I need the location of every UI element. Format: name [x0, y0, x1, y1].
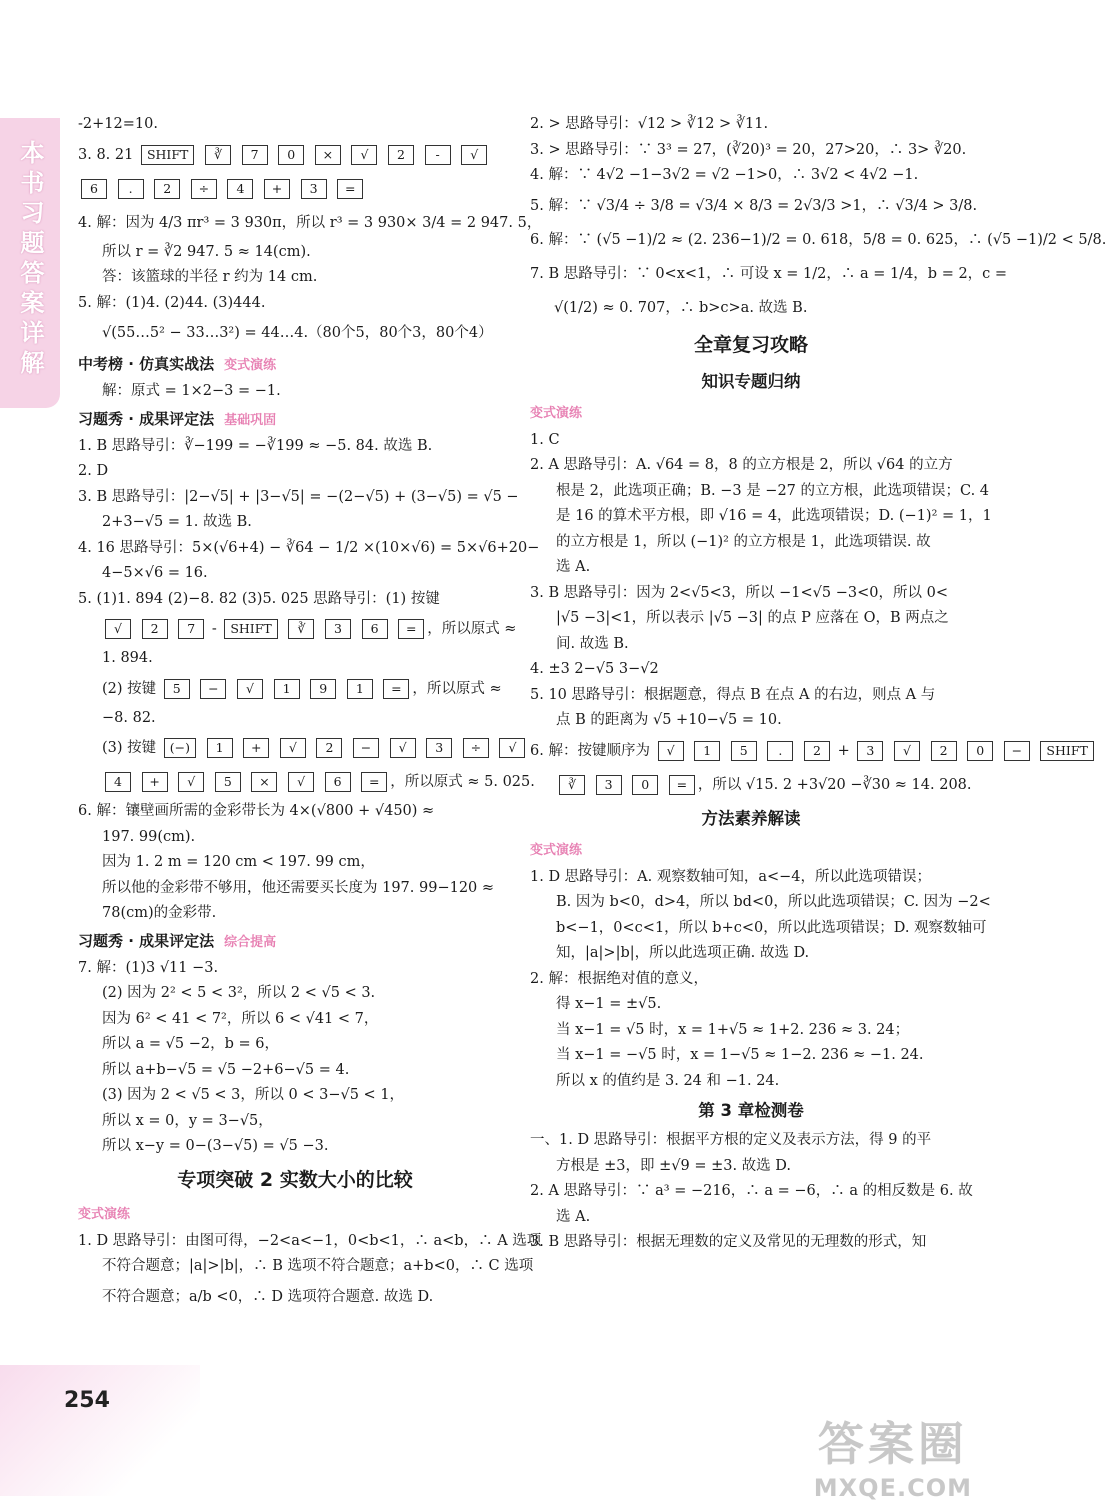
calculator-key: √: [288, 772, 314, 792]
calculator-key: +: [264, 179, 290, 199]
calculator-key: 0: [632, 775, 658, 795]
answer-line: √(1/2) ≈ 0. 707，∴ b>c>a. 故选 B.: [554, 299, 808, 316]
practice-tag-line: [530, 399, 972, 428]
calculator-key: 2: [316, 738, 342, 758]
answer-line: 4−5×√6 = 16.: [102, 565, 208, 581]
answer-line: 知，|a|>|b|，所以此选项正确. 故选 D.: [556, 945, 810, 961]
answer-line: [78, 172, 512, 206]
answer-line: 4 + √ 5 × √ 6 = ，所以原式 ≈ 5. 025.: [78, 765, 512, 799]
calculator-key: (−): [164, 738, 196, 758]
calculator-key: 5: [731, 741, 757, 761]
heading-text: 习题秀 · 成果评定法: [78, 931, 215, 950]
answer-line: B. 因为 b<0，d>4，所以 bd<0，所以此选项错误；C. 因为 −2<: [556, 894, 991, 910]
calculator-key: SHIFT: [141, 145, 194, 165]
calculator-key: ÷: [191, 179, 217, 199]
answer-line: (2) 因为 2² < 5 < 3²，所以 2 < √5 < 3.: [102, 985, 376, 1001]
answer-line: 7. B 思路导引：∵ 0<x<1，∴ 可设 x = 1/2，∴ a = 1/4，b = 2，c =: [530, 265, 1008, 282]
answer-line: 答：该篮球的半径 r 约为 14 cm.: [102, 269, 318, 285]
answer-line: (3) 按键 (−) 1 + √ 2 − √ 3 ÷ √: [78, 731, 512, 765]
calculator-key: 0: [278, 145, 304, 165]
calculator-key: √: [237, 679, 263, 699]
left-column: [78, 112, 542, 1314]
answer-line: 5. 解：(1)4. (2)44. (3)444.: [78, 294, 266, 311]
calculator-key: 9: [310, 679, 336, 699]
answer-line: √(55…5² − 33…3²) = 44…4.（80个5，80个3，80个4）: [102, 325, 493, 341]
answer-line: 2. 解：根据绝对值的意义，: [530, 970, 708, 987]
section-title: 全章复习攻略: [693, 333, 808, 356]
answer-line: 2. D: [78, 463, 109, 479]
answer-line: 3. > 思路导引：∵ 3³ = 27，(∛20)³ = 20，27>20，∴ 3> ∛20.: [530, 141, 967, 158]
answer-line: 3. B 思路导引：因为 2<√5<3，所以 −1<√5 −3<0，所以 0<: [530, 584, 948, 601]
calculator-key: 3: [596, 775, 622, 795]
answer-line: 选 A.: [556, 1208, 591, 1225]
calculator-key: √: [894, 741, 920, 761]
calculator-key: =: [398, 619, 424, 639]
section-title: 方法素养解读: [701, 808, 801, 828]
calculator-key: 1: [347, 679, 373, 699]
watermark-main: 答案圈: [817, 1417, 968, 1471]
answer-line: 5. 10 思路导引：根据题意，得点 B 在点 A 的右边，则点 A 与: [530, 686, 936, 703]
calculator-key: SHIFT: [224, 619, 277, 639]
answer-line: (3) 因为 2 < √5 < 3，所以 0 < 3−√5 < 1，: [102, 1087, 405, 1103]
answer-line: 5. (1)1. 894 (2)−8. 82 (3)5. 025 思路导引：(1) 按键: [78, 590, 440, 607]
subsection-heading: [78, 350, 512, 379]
answer-line: 所以他的金彩带不够用，他还需要买长度为 197. 99−120 ≈: [102, 879, 495, 896]
calculator-key: 3: [857, 741, 883, 761]
sidebar-label: 本书习题答案详解: [16, 140, 44, 380]
right-column: [530, 112, 1106, 1256]
calculator-key: ∛: [559, 775, 585, 795]
answer-line: 所以 a = √5 −2，b = 6，: [102, 1036, 279, 1052]
answer-line: 4. ±3 2−√5 3−√2: [530, 661, 659, 677]
answer-line: 一、1. D 思路导引：根据平方根的定义及表示方法，得 9 的平: [530, 1132, 932, 1148]
calculator-key: 2: [154, 179, 180, 199]
calculator-key: +: [142, 772, 168, 792]
calculator-key: =: [669, 775, 695, 795]
answer-line: 3. 8. 21 SHIFT ∛ 7 0 × √ 2 - √: [78, 138, 512, 172]
answer-line: (2) 按键 5 − √ 1 9 1 = ，所以原式 ≈: [102, 680, 502, 697]
calculator-key: √: [461, 145, 487, 165]
calculator-key: -: [425, 145, 451, 165]
answer-line: 是 16 的算术平方根，即 √16 = 4，此选项错误；D. (−1)² = 1，1: [556, 508, 992, 524]
answer-line: 5. 解：∵ √3/4 ÷ 3/8 = √3/4 × 8/3 = 2√3/3 >1，∴ √3/4 > 3/8.: [530, 197, 978, 214]
answer-line: 所以 x = 0，y = 3−√5，: [102, 1112, 273, 1129]
calculator-key: 2: [804, 741, 830, 761]
practice-tag: 变式演练: [224, 358, 277, 373]
practice-tag: 基础巩固: [224, 412, 277, 428]
calculator-key: 2: [388, 145, 414, 165]
section-title: 专项突破 2 实数大小的比较: [177, 1168, 413, 1191]
calculator-key: √: [499, 738, 525, 758]
calculator-key: 4: [227, 179, 253, 199]
answer-line: 当 x−1 = √5 时，x = 1+√5 ≈ 1+2. 236 ≈ 3. 24；: [556, 1021, 910, 1038]
watermark: [814, 1408, 972, 1502]
calculator-key: .: [118, 179, 144, 199]
answer-line: 4. 16 思路导引：5×(√6+4) − ∛64 − 1/2 ×(10×√6) = 5×√6+20−: [78, 539, 540, 556]
calculator-key: −: [353, 738, 379, 758]
answer-line: 3. B 思路导引：|2−√5| + |3−√5| = −(2−√5) + (3−√5) = √5 −: [78, 488, 519, 505]
answer-line: 得 x−1 = ±√5.: [556, 996, 662, 1012]
answer-line: 4. 解：因为 4/3 πr³ = 3 930π，所以 r³ = 3 930× 3/4 = 2 947. 5，: [78, 214, 542, 231]
calculator-key: ÷: [463, 738, 489, 758]
answer-line: 3. B 思路导引：根据无理数的定义及常见的无理数的形式，知: [530, 1234, 927, 1250]
section-title: 第 3 章检测卷: [698, 1101, 804, 1120]
calculator-key: ∛: [288, 619, 314, 639]
answer-line: 7. 解：(1)3 √11 −3.: [78, 959, 219, 976]
calculator-key: √: [280, 738, 306, 758]
calculator-key: 1: [274, 679, 300, 699]
calculator-key: ×: [315, 145, 341, 165]
calculator-key: =: [383, 679, 409, 699]
calculator-key: SHIFT: [1040, 741, 1093, 761]
corner-decoration: [0, 1365, 200, 1496]
answer-line: 因为 6² < 41 < 7²，所以 6 < √41 < 7，: [102, 1010, 379, 1027]
answer-line: 1. B 思路导引：∛−199 = −∛199 ≈ −5. 84. 故选 B.: [78, 437, 433, 454]
calculator-key: √: [351, 145, 377, 165]
answer-line: 因为 1. 2 m = 120 cm < 197. 99 cm，: [102, 854, 375, 870]
calculator-key: +: [243, 738, 269, 758]
answer-line: 2+3−√5 = 1. 故选 B.: [102, 514, 252, 530]
answer-line: 选 A.: [556, 559, 591, 575]
heading-text: 中考榜 · 仿真实战法: [78, 355, 215, 373]
answer-line: 不符合题意；|a|>|b|，∴ B 选项不符合题意；a+b<0，∴ C 选项: [102, 1258, 534, 1274]
practice-tag: 变式演练: [78, 1206, 131, 1222]
subsection-heading: [78, 405, 512, 434]
answer-line: 所以 a+b−√5 = √5 −2+6−√5 = 4.: [102, 1061, 350, 1078]
calculator-key: 0: [967, 741, 993, 761]
answer-line: 6. 解：镶壁画所需的金彩带长为 4×(√800 + √450) ≈: [78, 803, 435, 819]
answer-line: 当 x−1 = −√5 时，x = 1−√5 ≈ 1−2. 236 ≈ −1. 24.: [556, 1047, 924, 1063]
section-title: 知识专题归纳: [701, 371, 801, 391]
calculator-key: √: [658, 741, 684, 761]
answer-line: 78(cm)的金彩带.: [102, 905, 217, 921]
calculator-key: 3: [426, 738, 452, 758]
calculator-key: 2: [142, 619, 168, 639]
calculator-key: 1: [694, 741, 720, 761]
calculator-key: 7: [242, 145, 268, 165]
answer-line: 2. A 思路导引：∵ a³ = −216，∴ a = −6，∴ a 的相反数是 6. 故: [530, 1183, 973, 1199]
calculator-key: 5: [215, 772, 241, 792]
calculator-key: ∛: [205, 145, 231, 165]
answer-line: √ 2 7 - SHIFT ∛ 3 6 = ，所以原式 ≈: [78, 612, 512, 646]
answer-line: b<−1，0<c<1，所以 b+c<0，所以此选项错误；D. 观察数轴可: [556, 919, 987, 936]
practice-tag: 综合提高: [224, 934, 277, 950]
practice-tag: 变式演练: [530, 842, 583, 858]
answer-line: 1. C: [530, 431, 560, 448]
calculator-key: 6: [362, 619, 388, 639]
answer-line: 的立方根是 1，所以 (−1)² 的立方根是 1，此选项错误. 故: [556, 533, 931, 550]
answer-line: 6. 解：∵ (√5 −1)/2 ≈ (2. 236−1)/2 = 0. 618，5/8 = 0. 625，∴ (√5 −1)/2 < 5/8.: [530, 231, 1106, 248]
calculator-key: −: [1004, 741, 1030, 761]
answer-line: 解：原式 = 1×2−3 = −1.: [102, 383, 281, 399]
answer-line: ∛ 3 0 = ，所以 √15. 2 +3√20 −∛30 ≈ 14. 208.: [530, 768, 972, 802]
watermark-sub: MXQE.COM: [813, 1474, 972, 1502]
answer-line: 2. A 思路导引：A. √64 = 8，8 的立方根是 2，所以 √64 的立方: [530, 457, 953, 473]
answer-line: 点 B 的距离为 √5 +10−√5 = 10.: [556, 712, 782, 728]
answer-line: 6. 解：按键顺序为 √ 1 5 . 2 + 3 √ 2 0 − SHIFT: [530, 734, 972, 768]
answer-line: 方根是 ±3，即 ±√9 = ±3. 故选 D.: [556, 1157, 791, 1174]
page-number: 254: [64, 1388, 110, 1413]
practice-tag-line: [78, 1200, 512, 1229]
calculator-key: =: [337, 179, 363, 199]
calculator-key: 6: [325, 772, 351, 792]
answer-line: 4. 解：∵ 4√2 −1−3√2 = √2 −1>0，∴ 3√2 < 4√2 −1.: [530, 167, 919, 183]
answer-line: |√5 −3|<1，所以表示 |√5 −3| 的点 P 应落在 O，B 两点之: [556, 610, 949, 626]
calculator-key: 1: [207, 738, 233, 758]
calculator-key: .: [767, 741, 793, 761]
calculator-key: 6: [81, 179, 107, 199]
answer-line: 1. D 思路导引：A. 观察数轴可知，a<−4，所以此选项错误；: [530, 868, 932, 885]
calculator-key: √: [390, 738, 416, 758]
calculator-key: 7: [178, 619, 204, 639]
answer-line: -2+12=10.: [78, 116, 158, 132]
calculator-key: ×: [251, 772, 277, 792]
calculator-key: =: [361, 772, 387, 792]
answer-line: 所以 x−y = 0−(3−√5) = √5 −3.: [102, 1138, 329, 1154]
answer-line: 1. D 思路导引：由图可得，−2<a<−1，0<b<1，∴ a<b，∴ A 选项: [78, 1232, 542, 1249]
calculator-key: √: [178, 772, 204, 792]
calculator-key: 4: [105, 772, 131, 792]
heading-text: 习题秀 · 成果评定法: [78, 409, 215, 428]
answer-line: 1. 894.: [102, 650, 153, 666]
practice-tag: 变式演练: [530, 405, 583, 421]
subsection-heading: [78, 927, 512, 956]
practice-tag-line: [530, 836, 972, 865]
answer-line: 根是 2，此选项正确；B. −3 是 −27 的立方根，此选项错误；C. 4: [556, 482, 990, 499]
answer-line: 间. 故选 B.: [556, 635, 629, 652]
calculator-key: 2: [931, 741, 957, 761]
answer-line: 所以 x 的值约是 3. 24 和 −1. 24.: [556, 1072, 780, 1089]
answer-line: 不符合题意；a/b <0，∴ D 选项符合题意. 故选 D.: [102, 1288, 434, 1305]
answer-line: −8. 82.: [102, 709, 156, 726]
calculator-key: 5: [164, 679, 190, 699]
answer-line: 2. > 思路导引：√12 > ∛12 > ∛11.: [530, 116, 769, 132]
calculator-key: 3: [301, 179, 327, 199]
answer-line: 所以 r = ∛2 947. 5 ≈ 14(cm).: [102, 243, 311, 260]
calculator-key: √: [105, 619, 131, 639]
calculator-key: −: [200, 679, 226, 699]
answer-line: 197. 99(cm).: [102, 828, 196, 845]
calculator-key: 3: [325, 619, 351, 639]
